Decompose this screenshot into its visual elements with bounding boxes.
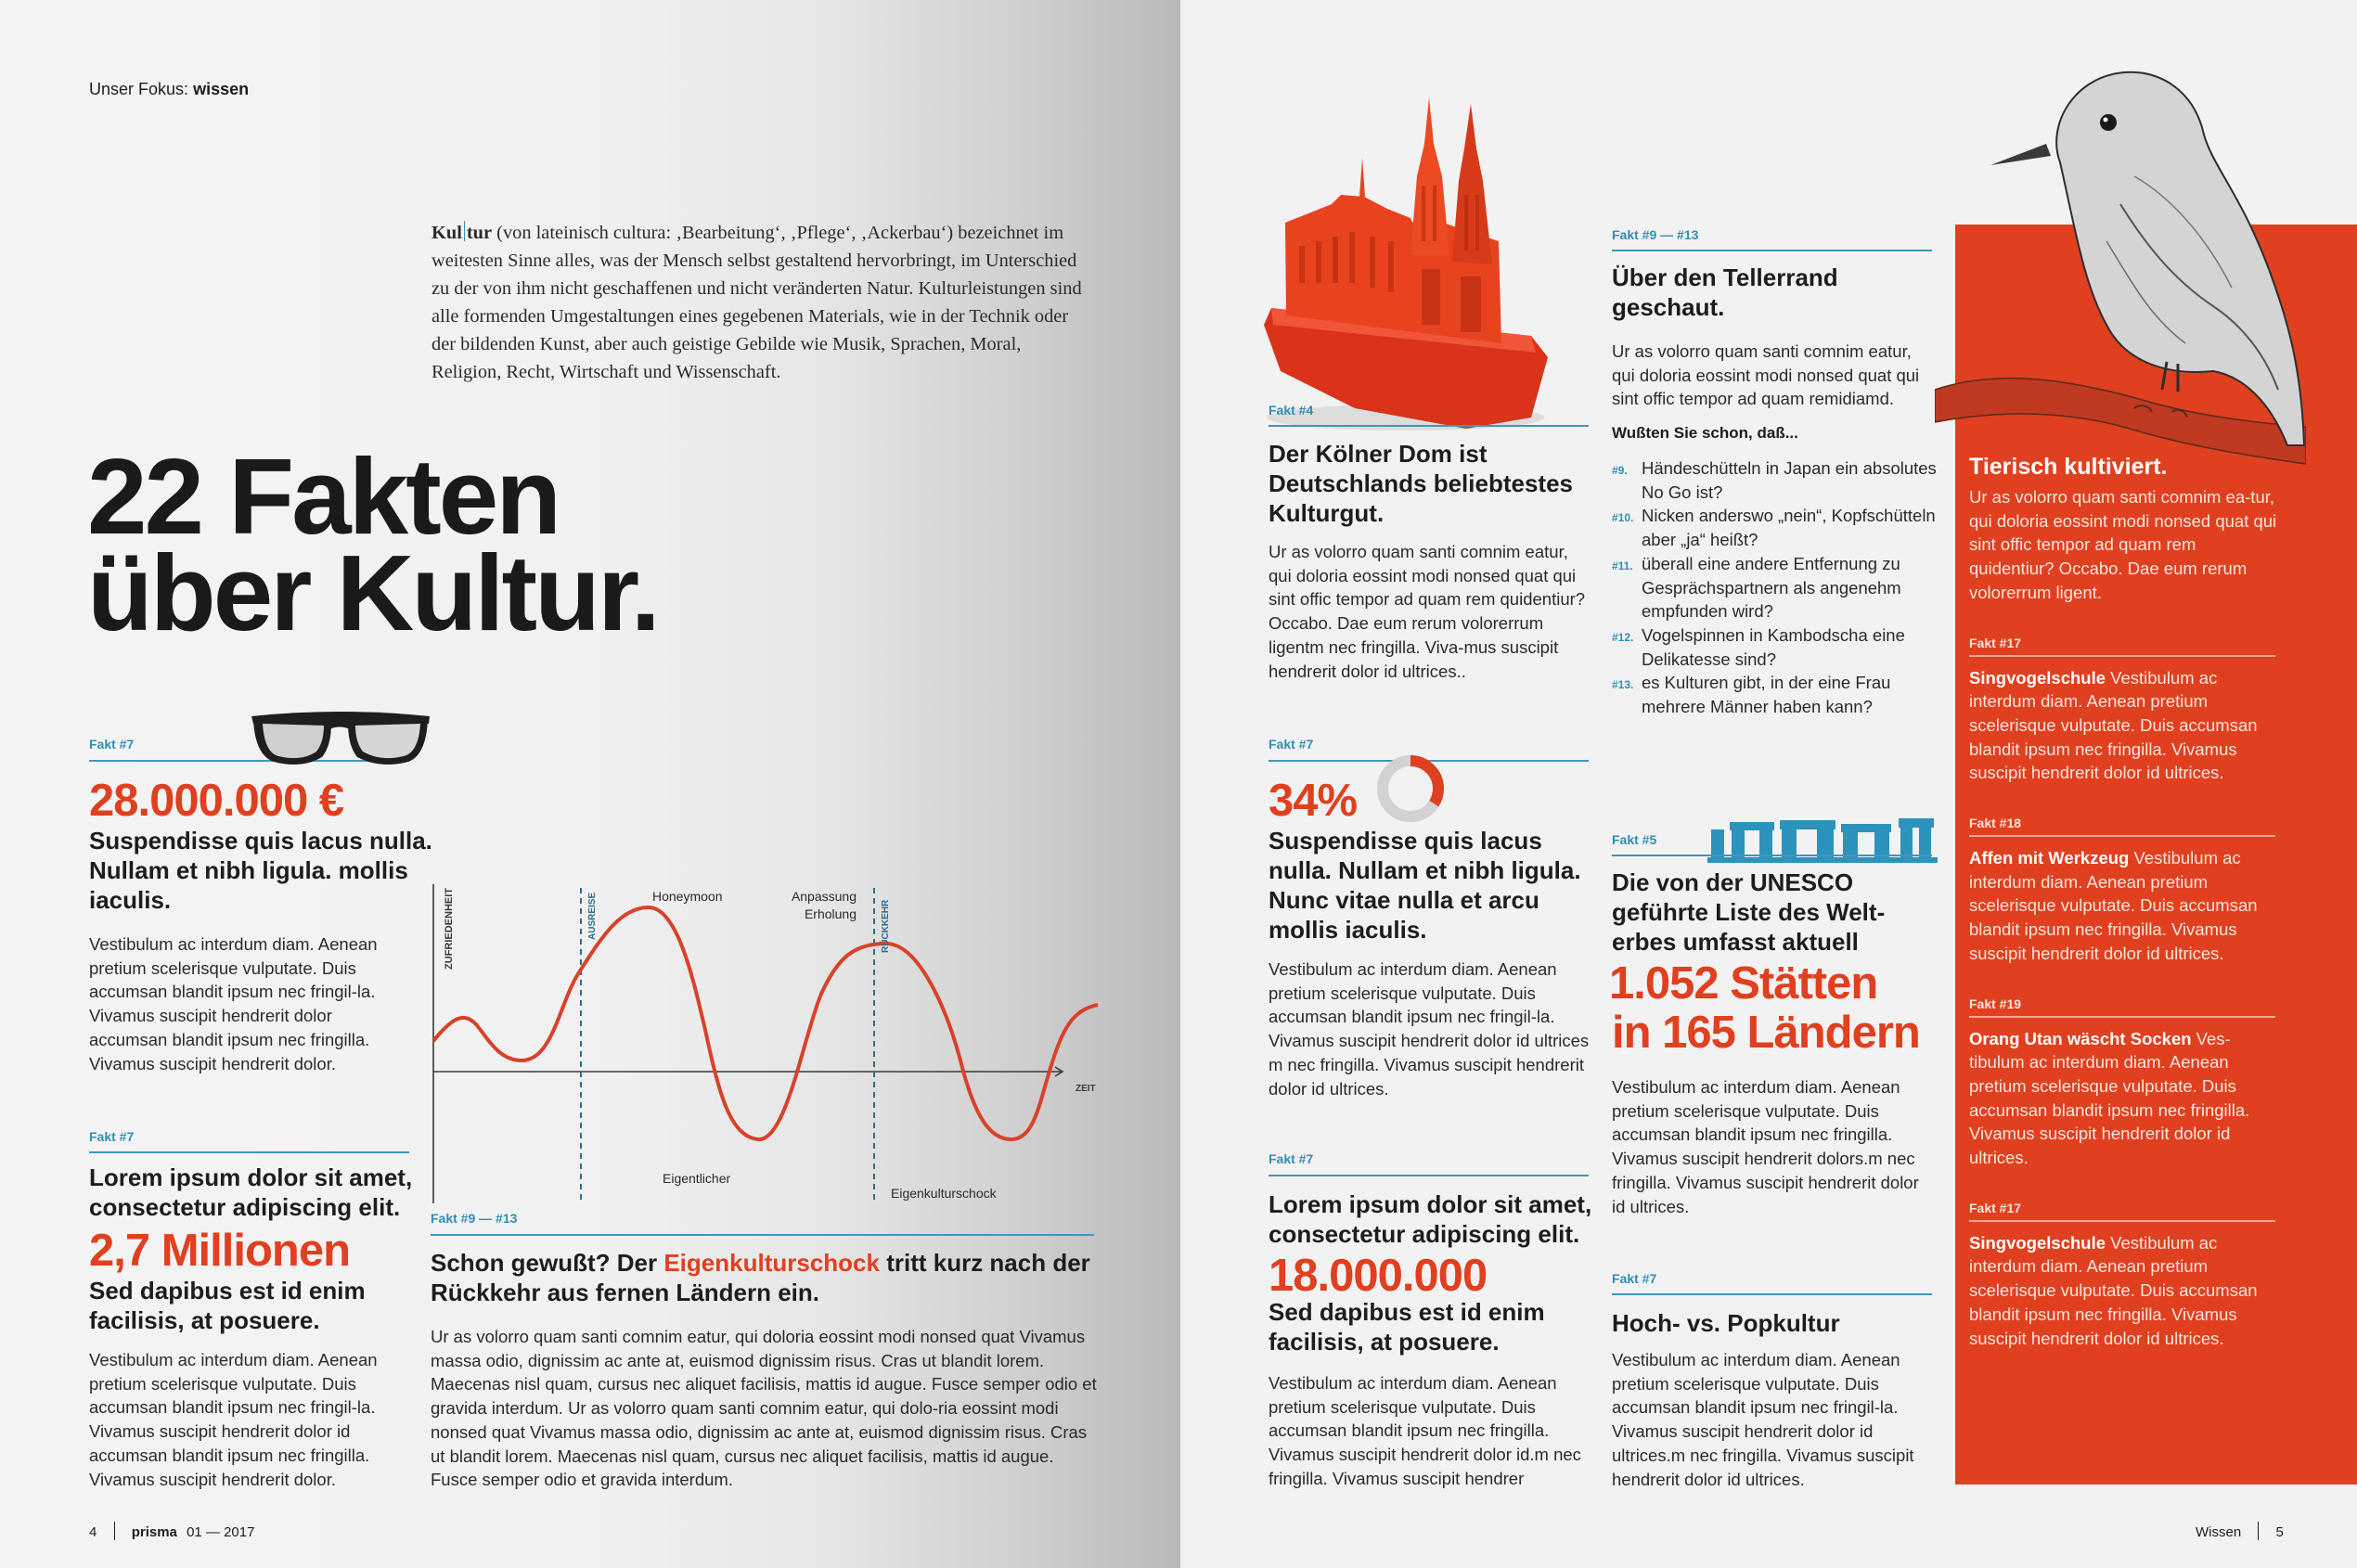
panel-fact-label: Fakt #17 xyxy=(1969,1200,2022,1215)
fact-c-rule xyxy=(431,1234,1094,1236)
fact-b-rule xyxy=(89,1151,409,1153)
fact-a-label: Fakt #7 xyxy=(89,737,135,752)
satisfaction-curve xyxy=(433,907,1098,1139)
marker-label-return: RÜCKKEHR xyxy=(881,899,891,953)
fact-18m-headline: Lorem ipsum dolor sit amet, consectetur adipiscing elit. xyxy=(1269,1190,1592,1248)
panel-fact xyxy=(1969,1201,2275,1351)
panel-fact xyxy=(1969,996,2275,1170)
cologne-cathedral-illustration xyxy=(1253,93,1559,436)
list-item-number: #10. xyxy=(1612,511,1634,525)
fact-unesco-rule xyxy=(1612,855,1932,856)
panel-fact-text xyxy=(1969,846,2275,966)
fact-a-headline: Suspendisse quis lacus nulla. Nullam et nibh ligula. mollis iaculis. xyxy=(89,827,432,914)
fact-c-highlight: Eigenkulturschock xyxy=(663,1249,880,1277)
panel-fact-title: Singvogelschule xyxy=(1969,1232,2106,1253)
bird-illustration xyxy=(1935,56,2306,473)
panel-fact-rule xyxy=(1969,835,2275,837)
list-item-text: Vogelspinnen in Kambodscha eine Delikatesse sind? xyxy=(1642,624,1905,669)
fact-c-label: Fakt #9 — #13 xyxy=(431,1211,518,1226)
label-eigentlicher: Eigentlicher xyxy=(663,1171,731,1186)
footer-left xyxy=(89,1522,254,1540)
label-erholung: Erholung xyxy=(804,906,857,921)
percent-donut-chart xyxy=(1372,750,1449,828)
fact-dom-headline: Der Kölner Dom ist Deutschlands beliebtestes Kulturgut. xyxy=(1269,440,1573,527)
label-honeymoon: Honeymoon xyxy=(652,889,723,904)
marker-label-departure: AUSREISE xyxy=(587,892,598,940)
fact-unesco-body: Vestibulum ac interdum diam. Aenean pretium scelerisque vulputate. Duis accumsan blandit ipsum nec fringilla. Vivamus suscipit hendrerit dolors.m nec fringilla. Vivamus suscipit hendrerit dolor id ultrices. xyxy=(1612,1077,1919,1216)
fact-18m-rule xyxy=(1269,1175,1589,1176)
label-anpassung: Anpassung xyxy=(791,889,857,904)
fact-c-body: Ur as volorro quam santi comnim eatur, qui doloria eossint modi nonsed quat Vivamus massa odio, dignissim ac ante at, euismod dignissim risus. Cras ut blandit lorem. Maecenas nisl quam, cursus nec aliquet facilisis, mattis id augue. Fusce semper odio et gravida interdum. Ur as volorro quam santi comnim eatur, qui dolo-ria eossint modi nonsed quat Vivamus massa odio, dignissim ac ante at, euismod dignissim risus. Cras ut blandit lorem. Maecenas nisl quam, cursus nec aliquet facilisis, mattis id augue. Fusce semper odio et gravida interdum. xyxy=(431,1327,1097,1490)
fact-teller-rule xyxy=(1612,250,1932,251)
page-title xyxy=(87,436,658,653)
fact-a-body: Vestibulum ac interdum diam. Aenean pretium scelerisque vulputate. Duis accumsan blandit ipsum nec fringil-la. Vivamus suscipit hendrerit dolor accumsan blandit ipsum nec fringilla. Vivamus suscipit hendrerit dolor. xyxy=(89,934,378,1073)
fact-teller-label: Fakt #9 — #13 xyxy=(1612,227,1699,242)
fact-a-number: 28.000.000 € xyxy=(89,776,344,826)
footer-page-number-right: 5 xyxy=(2275,1524,2284,1540)
culture-shock-curve-chart xyxy=(422,877,1109,1211)
fact-teller-body: Ur as volorro quam santi comnim eatur, qui doloria eossint modi nonsed quat qui sint offic tempor ad quam remidiamd. xyxy=(1612,341,1920,409)
list-item-text: es Kulturen gibt, in der eine Frau mehrere Männer haben kann? xyxy=(1642,673,1891,717)
title-line-2: über Kultur. xyxy=(87,533,658,653)
cathedral-tower-right xyxy=(1452,104,1492,264)
panel-fact-label: Fakt #17 xyxy=(1969,635,2022,650)
panel-fact-rule xyxy=(1969,1016,2275,1018)
fact-18m-number: 18.000.000 xyxy=(1269,1251,1488,1301)
panel-fact xyxy=(1969,636,2275,786)
panel-fact-title: Affen mit Werkzeug xyxy=(1969,848,2130,868)
fact-teller-headline: Über den Tellerrand geschaut. xyxy=(1612,263,1838,321)
fact-teller-list-title: Wußten Sie schon, daß... xyxy=(1612,424,1798,442)
fact-pct-headline: Suspendisse quis lacus nulla. Nullam et nibh ligula. Nunc vitae nulla et arcu mollis iaculis. xyxy=(1269,827,1581,944)
title-line-1: 22 Fakten xyxy=(87,436,560,557)
glasses-illustration xyxy=(246,709,436,770)
panel-fact-body: Vestibulum ac interdum diam. Aenean pretium scelerisque vulputate. Duis accumsan blandit ipsum nec fringilla. Vivamus suscipit hendrerit dolor id ultrices. xyxy=(1969,1232,2258,1348)
fact-c-headline-pre: Schon gewußt? Der xyxy=(431,1249,664,1277)
panel-fact-text xyxy=(1969,1231,2275,1351)
fact-pop-label: Fakt #7 xyxy=(1612,1271,1657,1286)
fact-dom-body: Ur as volorro quam santi comnim eatur, qui doloria eossint modi nonsed quat qui sint offic tempor ad quam rem quidentiur? Occabo. Dae eum rerum volorerrum ligentm nec fringilla. Viva-mus suscipit hendrerit dolor id ultrices.. xyxy=(1269,542,1586,681)
footer-page-number-left: 4 xyxy=(89,1524,97,1540)
panel-headline: Tierisch kultiviert. xyxy=(1969,454,2168,480)
section-header xyxy=(89,80,249,99)
fact-teller-list xyxy=(1612,456,1937,719)
bird-eye xyxy=(2100,114,2117,131)
panel-content xyxy=(1969,452,2340,1350)
fact-pop-headline: Hoch- vs. Popkultur xyxy=(1612,1309,1840,1337)
list-item xyxy=(1612,456,1937,504)
fact-unesco-label: Fakt #5 xyxy=(1612,832,1657,847)
list-item-text: Nicken anderswo „nein“, Kopfschütteln aber „ja“ heißt? xyxy=(1642,506,1936,550)
fact-18m-label: Fakt #7 xyxy=(1269,1151,1314,1166)
fact-pop-body: Vestibulum ac interdum diam. Aenean pretium scelerisque vulputate. Duis accumsan blandit ipsum nec fringil-la. Vivamus suscipit hendrerit dolor id ultrices.m nec fringilla. Vivamus suscipit hendrerit dolor id ultrices. xyxy=(1612,1350,1914,1489)
fact-pop-rule xyxy=(1612,1293,1932,1295)
list-item-number: #11. xyxy=(1612,559,1633,572)
label-eigenkulturschock: Eigenkulturschock xyxy=(891,1186,997,1201)
list-item-number: #13. xyxy=(1612,678,1634,692)
list-item-text: überall eine andere Entfernung zu Gesprächspartnern als angenehm empfunden wird? xyxy=(1642,553,1901,622)
footer-issue: 01 — 2017 xyxy=(187,1524,255,1540)
section-prefix: Unser Fokus: xyxy=(89,80,189,98)
fact-18m-subhead: Sed dapibus est id enim facilisis, at posuere. xyxy=(1269,1298,1545,1356)
footer-divider xyxy=(2258,1522,2259,1540)
fact-b-body: Vestibulum ac interdum diam. Aenean pretium scelerisque vulputate. Duis accumsan blandit ipsum nec fringil-la. Vivamus suscipit hendrerit dolor id accumsan blandit ipsum nec fringilla. Vivamus suscipit hendrerit dolor. xyxy=(89,1350,378,1489)
fact-18m-body: Vestibulum ac interdum diam. Aenean pretium scelerisque vulputate. Duis accumsan blandit ipsum nec fringilla. Vivamus suscipit hendrerit dolor id.m nec fringilla. Vivamus suscipit hendrer xyxy=(1269,1373,1581,1488)
panel-fact-body: Vestibulum ac interdum diam. Aenean pretium scelerisque vulputate. Duis accumsan blandit ipsum nec fringilla. Vivamus suscipit hendrerit dolor id ultrices. xyxy=(1969,667,2258,783)
panel-fact-body: Ves-tibulum ac interdum diam. Aenean pretium scelerisque vulputate. Duis accumsan blandit ipsum nec fringilla. Vivamus suscipit hendrerit dolor id ultrices. xyxy=(1969,1028,2250,1168)
cathedral-tower-left xyxy=(1410,97,1449,255)
panel-fact-label: Fakt #19 xyxy=(1969,996,2022,1011)
panel-fact-label: Fakt #18 xyxy=(1969,816,2022,831)
fact-dom-label: Fakt #4 xyxy=(1269,403,1314,418)
bird-beak xyxy=(1990,144,2051,165)
footer-right xyxy=(2196,1522,2284,1540)
intro-word-a: Kul xyxy=(431,223,462,243)
footer-magazine: prisma xyxy=(131,1524,177,1540)
list-item-number: #9. xyxy=(1612,464,1628,477)
list-item xyxy=(1612,552,1937,623)
x-axis-label: ZEIT xyxy=(1075,1084,1096,1094)
list-item xyxy=(1612,671,1937,718)
fact-c-headline xyxy=(431,1248,1099,1307)
intro-body: (von lateinisch cultura: ‚Bearbeitung‘, ‚Pflege‘, ‚Ackerbau‘) bezeichnet im weitesten Sinne alles, was der Mensch selbst gestaltend hervorbringt, im Unterschied zu der von ihm nicht geschaffenen und nicht veränderten Natur. Kulturleistungen sind alle formenden Umgestaltungen eines gegebenen Materials, wie in der Technik oder der bildenden Kunst, aber auch geistige Gebilde wie Musik, Sprachen, Moral, Religion, Recht, Wirtschaft und Wissenschaft. xyxy=(431,223,1082,382)
list-item-number: #12. xyxy=(1612,630,1634,644)
fact-b-subhead: Sed dapibus est id enim facilisis, at posuere. xyxy=(89,1277,366,1334)
footer-section: Wissen xyxy=(2196,1524,2242,1540)
panel-fact-text xyxy=(1969,1027,2275,1170)
list-item xyxy=(1612,504,1937,551)
fact-b-number: 2,7 Millionen xyxy=(89,1226,351,1276)
fact-b-headline: Lorem ipsum dolor sit amet, consectetur adipiscing elit. xyxy=(89,1163,413,1221)
footer-divider xyxy=(114,1522,115,1540)
panel-fact-title: Singvogelschule xyxy=(1969,667,2106,688)
panel-fact-title: Orang Utan wäscht Socken xyxy=(1969,1028,2192,1048)
list-item xyxy=(1612,623,1937,671)
y-axis-label: ZUFRIEDENHEIT xyxy=(444,888,455,970)
panel-fact-rule xyxy=(1969,1220,2275,1222)
panel-fact-body: Vestibulum ac interdum diam. Aenean pretium scelerisque vulputate. Duis accumsan blandit ipsum nec fringilla. Vivamus suscipit hendrerit dolor id ultrices. xyxy=(1969,848,2258,963)
list-item-text: Händeschütteln in Japan ein absolutes No Go ist? xyxy=(1642,458,1937,502)
fact-pct-number: 34% xyxy=(1269,776,1358,826)
panel-fact-rule xyxy=(1969,655,2275,657)
fact-unesco-number-2: in 165 Ländern xyxy=(1612,1008,1920,1058)
intro-word-b: tur xyxy=(466,223,493,243)
fact-pct-label: Fakt #7 xyxy=(1269,737,1314,752)
panel-intro: Ur as volorro quam santi comnim ea-tur, qui doloria eossint modi nonsed quat qui sint offic tempor ad quam rem quidentiur? Occabo. Dae eum rerum volorerrum ligent. xyxy=(1969,487,2277,602)
panel-fact xyxy=(1969,816,2275,966)
fact-c-headline-post: tritt kurz nach der Rückkehr aus fernen Ländern ein. xyxy=(431,1249,1090,1306)
intro-text xyxy=(431,219,1092,386)
fact-b-label: Fakt #7 xyxy=(89,1129,135,1144)
fact-dom-rule xyxy=(1269,425,1589,427)
panel-fact-text xyxy=(1969,666,2275,786)
fact-pct-body: Vestibulum ac interdum diam. Aenean pretium scelerisque vulputate. Duis accumsan blandit ipsum nec fringil-la. Vivamus suscipit hendrerit dolor id ultrices m nec fringilla. Vivamus suscipit hendrerit dolor id ultrices. xyxy=(1269,959,1590,1099)
stonehenge-illustration xyxy=(1707,813,1939,865)
fact-unesco-number-1: 1.052 Stätten xyxy=(1609,958,1878,1009)
section-name: wissen xyxy=(193,80,250,98)
fact-unesco-headline: Die von der UNESCO geführte Liste des Welt-erbes umfasst aktuell xyxy=(1612,868,1886,956)
hyphen-mark xyxy=(464,221,465,241)
